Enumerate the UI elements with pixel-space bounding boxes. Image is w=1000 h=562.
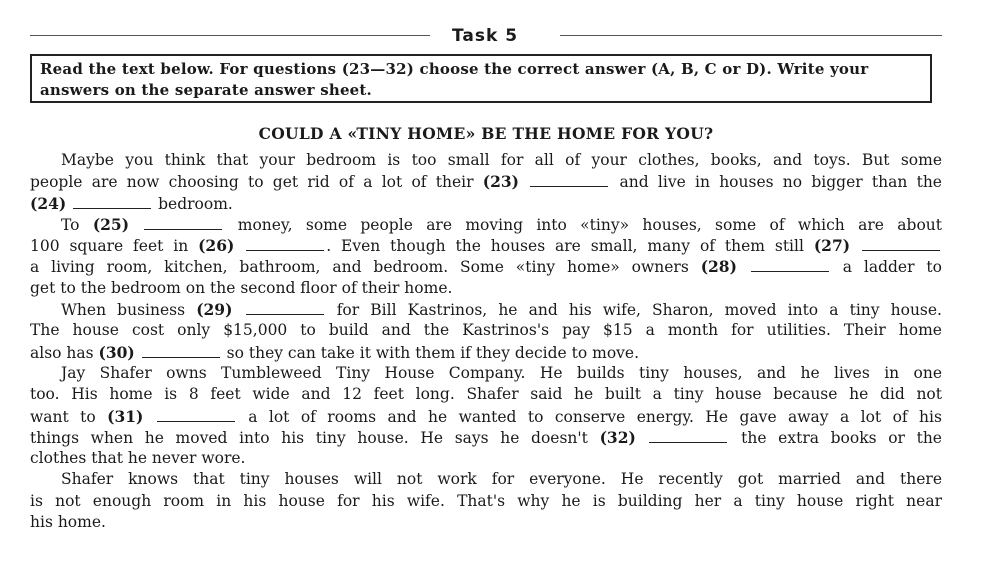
text-line: (24) bedroom. (30, 193, 233, 213)
instructions-box: Read the text below. For questions (23—32) choose the correct answer (A, B, C or D). Write your answers on the separate answer sheet. (30, 54, 932, 103)
answer-blank-26 (246, 237, 324, 251)
text-line: To (25) money, some people are moving into «tiny» houses, some of which are about (61, 214, 942, 234)
answer-blank-28 (751, 258, 829, 272)
answer-blank-30 (142, 344, 220, 358)
answer-blank-29 (246, 301, 324, 315)
text-line: Maybe you think that your bedroom is too small for all of your clothes, books, and toys. But some (61, 151, 942, 169)
article-title: COULD A «TINY HOME» BE THE HOME FOR YOU? (258, 124, 714, 143)
question-number-23: (23) (482, 172, 520, 192)
text-line: get to the bedroom on the second floor of their home. (30, 278, 453, 297)
question-number-28: (28) (700, 257, 737, 277)
answer-blank-25 (144, 216, 222, 230)
question-number-24: (24) (30, 193, 67, 213)
question-number-30: (30) (98, 342, 135, 362)
question-number-29: (29) (196, 300, 233, 320)
text-line: clothes that he never wore. (30, 449, 246, 468)
article-body (30, 150, 942, 533)
text-line: want to (31) a lot of rooms and he wanted to conserve energy. He gave away a lot of his (30, 406, 942, 426)
question-number-25: (25) (92, 214, 130, 234)
text-line: a living room, kitchen, bathroom, and bedroom. Some «tiny home» owners (28) a ladder to (30, 257, 942, 277)
task-label: Task 5 (452, 26, 519, 46)
header-rule-left (30, 35, 430, 36)
text-line: also has (30) so they can take it with them if they decide to move. (30, 342, 640, 362)
answer-blank-27 (862, 237, 940, 251)
header-rule-right (560, 35, 942, 36)
answer-blank-24 (73, 195, 151, 209)
text-line: When business (29) for Bill Kastrinos, he and his wife, Sharon, moved into a tiny house. (61, 300, 942, 320)
text-line: things when he moved into his tiny house. He says he doesn't (32) the extra books or the (30, 427, 942, 447)
text-line: The house cost only $15,000 to build and the Kastrinos's pay $15 a month for utilities. Their home (30, 321, 942, 340)
answer-blank-23 (530, 173, 608, 187)
text-line: Shafer knows that tiny houses will not work for everyone. He recently got married and there (61, 470, 942, 489)
task-header (30, 24, 942, 48)
text-line: too. His home is 8 feet wide and 12 feet long. Shafer said he built a tiny house because he did not (30, 385, 942, 404)
text-line: 100 square feet in (26) . Even though the houses are small, many of them still (27) (30, 235, 942, 256)
text-line: is not enough room in his house for his wife. That's why he is building her a tiny house right near (30, 491, 942, 510)
text-line: people are now choosing to get rid of a lot of their (23) and live in houses no bigger than the (30, 172, 942, 192)
answer-blank-31 (157, 408, 235, 422)
answer-blank-32 (649, 429, 727, 443)
question-number-31: (31) (107, 406, 144, 426)
question-number-26: (26) (198, 236, 235, 256)
question-number-27: (27) (813, 236, 851, 256)
text-line: his home. (30, 513, 106, 532)
question-number-32: (32) (599, 427, 636, 447)
text-line: Jay Shafer owns Tumbleweed Tiny House Company. He builds tiny houses, and he lives in one (61, 363, 942, 382)
